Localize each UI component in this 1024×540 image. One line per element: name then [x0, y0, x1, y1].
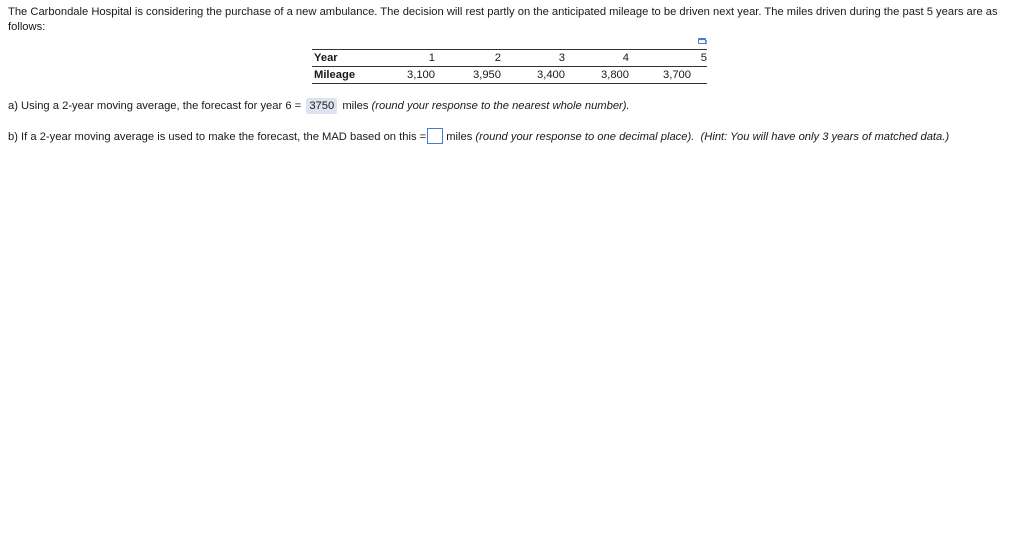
- question-a-unit: miles: [342, 100, 369, 112]
- copy-table-icon[interactable]: [698, 38, 707, 45]
- forecast-answer[interactable]: 3750: [306, 98, 337, 114]
- question-b: [8, 129, 949, 145]
- table-row: [312, 50, 707, 67]
- question-b-note: (round your response to one decimal place).: [475, 131, 695, 143]
- year-cell: 2: [494, 52, 501, 64]
- question-b-hint: (Hint: You will have only 3 years of matched data.): [700, 131, 950, 143]
- year-cell: 3: [558, 52, 565, 64]
- question-a-note: (round your response to the nearest whole number).: [371, 100, 630, 112]
- question-a: [8, 98, 630, 114]
- problem-statement: The Carbondale Hospital is considering the purchase of a new ambulance. The decision will rest partly on the anticipated mileage to be driven next year. The miles driven during the past 5 years are as follows:: [8, 6, 998, 33]
- row-label-year: Year: [314, 52, 338, 64]
- question-b-unit: miles: [446, 131, 473, 143]
- mad-answer-input[interactable]: [427, 128, 443, 144]
- mileage-cell: 3,800: [601, 69, 629, 81]
- question-b-prefix: b) If a 2-year moving average is used to make the forecast, the MAD based on this =: [8, 131, 427, 143]
- mileage-cell: 3,950: [473, 69, 501, 81]
- year-cell: 1: [428, 52, 435, 64]
- mileage-cell: 3,400: [537, 69, 565, 81]
- year-cell: 4: [622, 52, 629, 64]
- row-label-mileage: Mileage: [314, 69, 356, 81]
- table-row: [312, 67, 707, 84]
- mileage-cell: 3,700: [663, 69, 691, 81]
- mileage-cell: 3,100: [407, 69, 435, 81]
- question-a-prefix: a) Using a 2-year moving average, the forecast for year 6 =: [8, 100, 302, 112]
- year-cell: 5: [700, 52, 707, 64]
- mileage-table: [312, 49, 707, 84]
